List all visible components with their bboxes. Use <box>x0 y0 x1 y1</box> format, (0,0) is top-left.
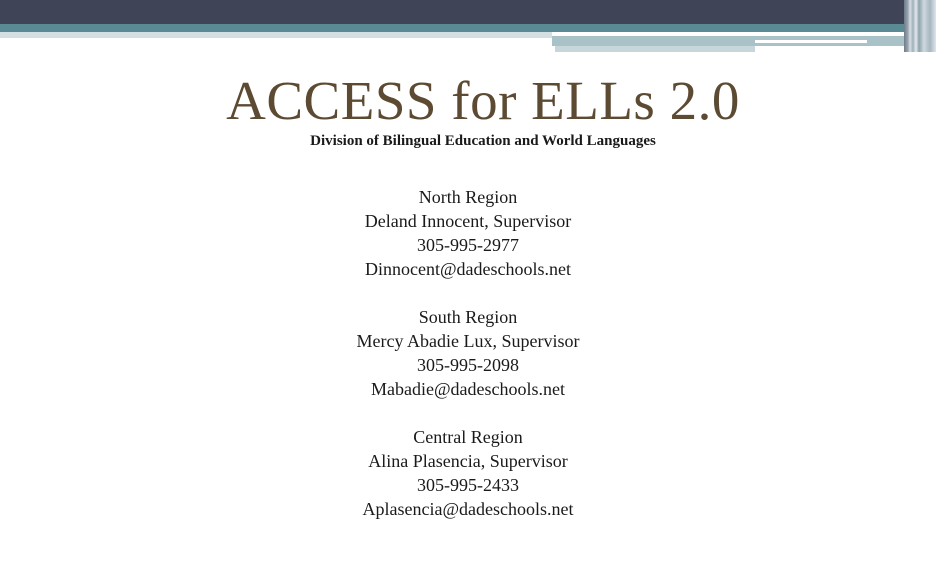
supervisor-name: Alina Plasencia, Supervisor <box>368 451 568 471</box>
phone-number: 305-995-2433 <box>417 475 519 495</box>
header-bar-accent-secondary <box>555 46 755 52</box>
contact-block-north <box>0 185 936 281</box>
region-name: North Region <box>418 187 518 207</box>
region-name: Central Region <box>413 427 523 447</box>
header-bar-light <box>0 32 552 38</box>
supervisor-name: Deland Innocent, Supervisor <box>364 211 572 231</box>
header-corner-ornament <box>904 0 936 52</box>
header-bar-teal <box>0 24 936 32</box>
header-bar-dark <box>0 0 936 24</box>
phone-number: 305-995-2977 <box>417 235 519 255</box>
contact-block-central <box>0 425 936 521</box>
supervisor-name: Mercy Abadie Lux, Supervisor <box>356 331 580 351</box>
page-title: ACCESS for ELLs 2.0 <box>226 70 740 131</box>
email-address[interactable]: Mabadie@dadeschools.net <box>370 379 566 399</box>
page-subtitle: Division of Bilingual Education and World Languages <box>310 133 656 149</box>
header-bar-accent <box>552 36 936 46</box>
email-address[interactable]: Aplasencia@dadeschools.net <box>362 499 574 519</box>
phone-number: 305-995-2098 <box>417 355 519 375</box>
region-name: South Region <box>418 307 518 327</box>
header-bar-accent-line <box>755 40 867 43</box>
email-address[interactable]: Dinnocent@dadeschools.net <box>364 259 572 279</box>
contact-block-south <box>0 305 936 401</box>
